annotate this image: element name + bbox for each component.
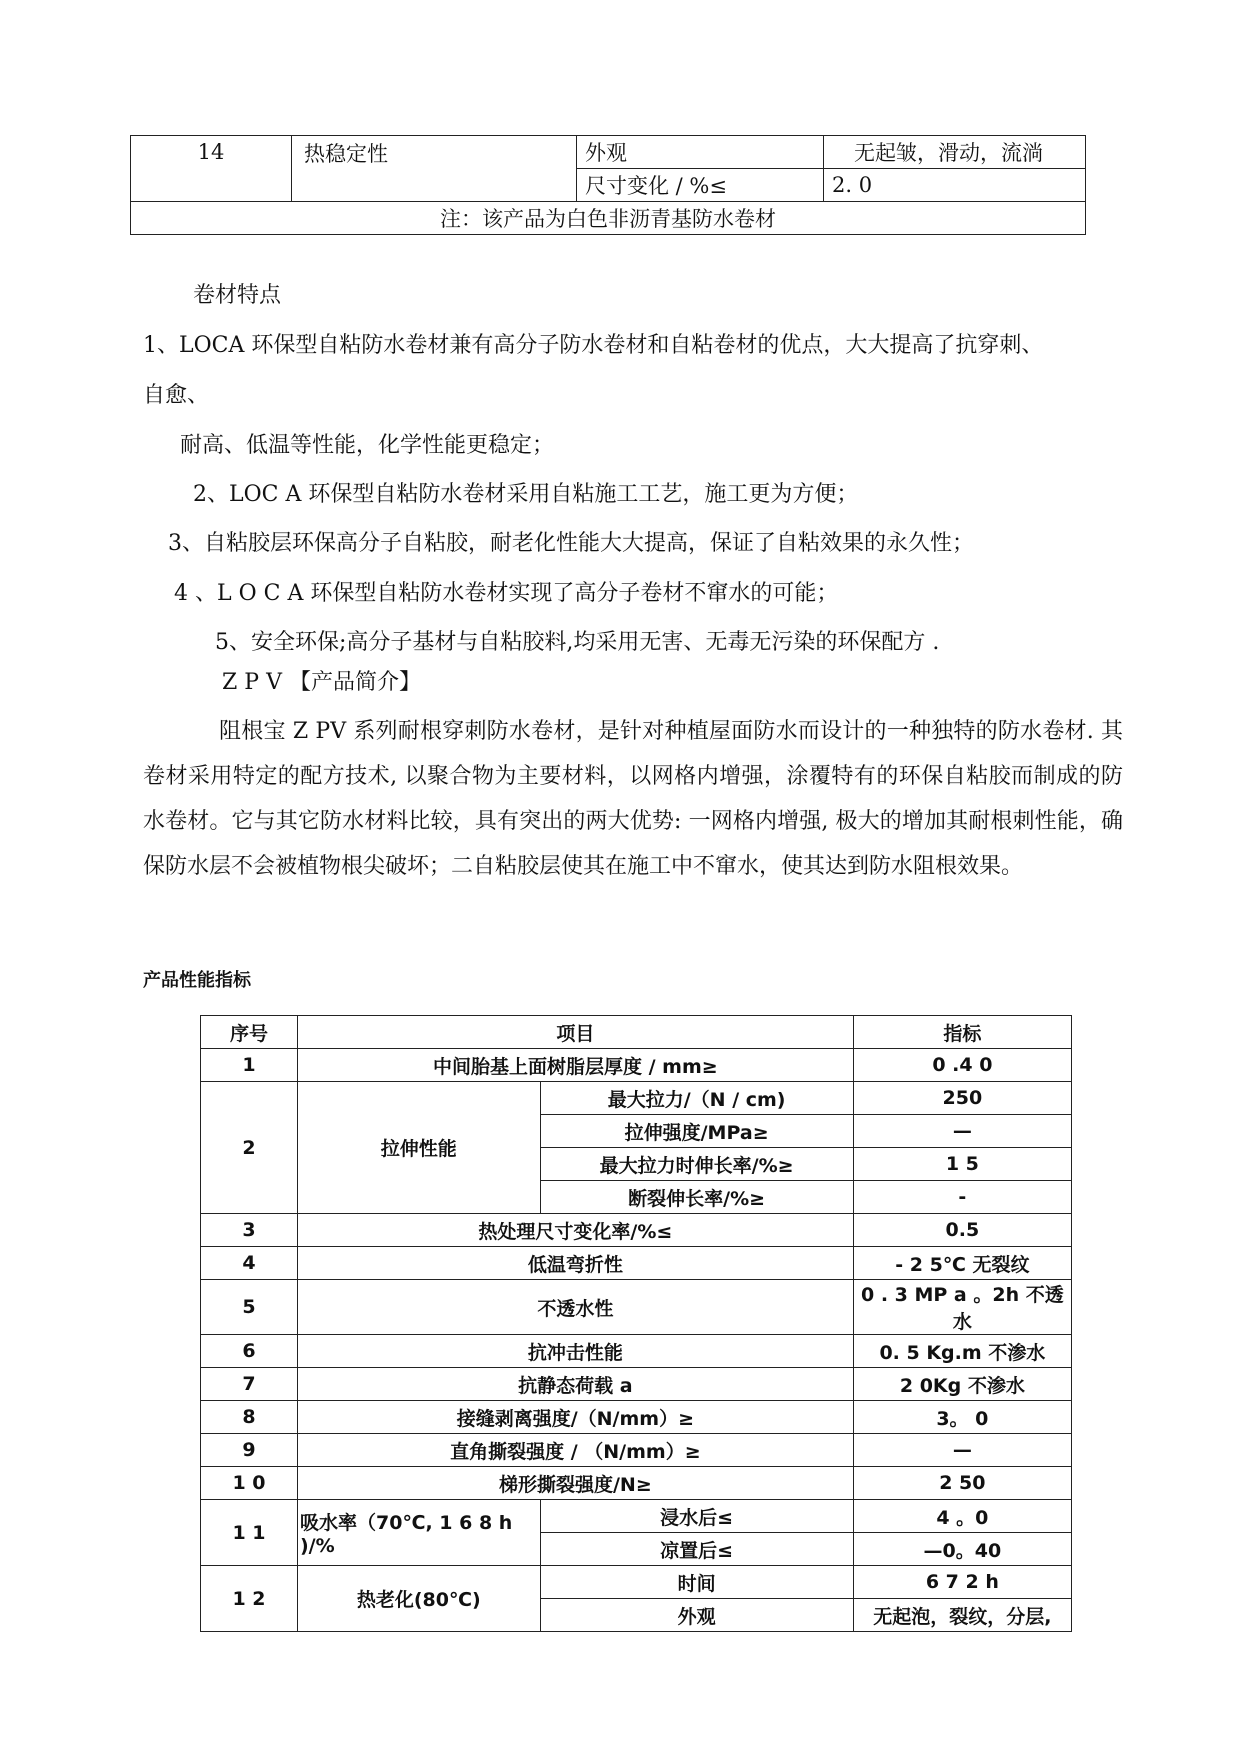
row-subitem: 凉置后≤ (540, 1533, 853, 1566)
row-num: 6 (201, 1335, 298, 1368)
row-num: 7 (201, 1368, 298, 1401)
row-subitem: 拉伸强度/MPa≥ (540, 1115, 853, 1148)
row-item: 热处理尺寸变化率/%≤ (298, 1214, 854, 1247)
row-num: 4 (201, 1247, 298, 1280)
row-subitem: 外观 (540, 1599, 853, 1632)
row-value: 1 5 (853, 1148, 1071, 1181)
table-row (201, 1368, 1072, 1401)
feature-item: 3、自粘胶层环保高分子自粘胶，耐老化性能大大提高，保证了自粘效果的永久性； (168, 531, 974, 556)
table-row (201, 1049, 1072, 1082)
header-item: 项目 (298, 1016, 854, 1049)
feature-item: 2、LOC A 环保型自粘防水卷材采用自粘施工工艺，施工更为方便； (193, 482, 859, 507)
row-number: 14 (131, 136, 292, 202)
sub-item-label: 外观 (577, 136, 824, 169)
row-value: - 2 5℃ 无裂纹 (853, 1247, 1071, 1280)
row-item: 不透水性 (298, 1280, 854, 1335)
table-row (201, 1566, 1072, 1599)
item-name: 热稳定性 (292, 136, 577, 202)
table-header-row (201, 1016, 1072, 1049)
sub-item-label: 尺寸变化 / %≤ (577, 169, 824, 202)
row-num: 8 (201, 1401, 298, 1434)
row-item: 抗冲击性能 (298, 1335, 854, 1368)
row-num: 9 (201, 1434, 298, 1467)
row-value: 3。 0 (853, 1401, 1071, 1434)
table-row (201, 1434, 1072, 1467)
table-row (201, 1467, 1072, 1500)
row-item: 接缝剥离强度/（N/mm）≥ (298, 1401, 854, 1434)
row-subitem: 浸水后≤ (540, 1500, 853, 1533)
row-item: 低温弯折性 (298, 1247, 854, 1280)
table-row (201, 1214, 1072, 1247)
zpv-heading: Z P V 【产品简介】 (222, 670, 421, 695)
table-row (201, 1280, 1072, 1335)
row-value: 0. 5 Kg.m 不渗水 (853, 1335, 1071, 1368)
sub-item-value: 无起皱，滑动，流淌 (824, 136, 1086, 169)
row-item: 热老化(80℃) (298, 1566, 541, 1632)
table-row (201, 1247, 1072, 1280)
row-subitem: 最大拉力/（N / cm) (540, 1082, 853, 1115)
feature-item: 耐高、低温等性能，化学性能更稳定； (180, 433, 555, 458)
header-num: 序号 (201, 1016, 298, 1049)
row-value: 2 50 (853, 1467, 1071, 1500)
row-subitem: 时间 (540, 1566, 853, 1599)
row-num: 1 1 (201, 1500, 298, 1566)
row-num: 5 (201, 1280, 298, 1335)
performance-table (200, 1015, 1072, 1632)
zpv-intro: 阻根宝 Z PV 系列耐根穿刺防水卷材，是针对种植屋面防水而设计的一种独特的防水卷材. 其卷材采用特定的配方技术, 以聚合物为主要材料，以网格内增强，涂覆特有的环保自粘胶而制成的防水卷材。它与其它防水材料比较，具有突出的两大优势: 一网格内增强, 极大的增加其耐根刺性能，确保防水层不会被植物根尖破坏；二自粘胶层使其在施工中不窜水，使其达到防水阻根效果。 (143, 719, 1123, 879)
row-value: 6 7 2 h (853, 1566, 1071, 1599)
row-value: 0 .4 0 (853, 1049, 1071, 1082)
row-num: 2 (201, 1082, 298, 1214)
feature-item: 5、安全环保;高分子基材与自粘胶料,均采用无害、无毒无污染的环保配方 . (215, 630, 940, 655)
row-num: 1 0 (201, 1467, 298, 1500)
row-num: 3 (201, 1214, 298, 1247)
feature-item: 自愈、 (143, 383, 210, 408)
row-num: 1 (201, 1049, 298, 1082)
row-value: 250 (853, 1082, 1071, 1115)
row-value: —0。40 (853, 1533, 1071, 1566)
row-num: 1 2 (201, 1566, 298, 1632)
feature-item: 4 、L O C A 环保型自粘防水卷材实现了高分子卷材不窜水的可能； (174, 581, 839, 606)
row-item: 拉伸性能 (298, 1082, 541, 1214)
row-subitem: 断裂伸长率/%≥ (540, 1181, 853, 1214)
table-row (201, 1500, 1072, 1533)
row-item: 中间胎基上面树脂层厚度 / mm≥ (298, 1049, 854, 1082)
header-index: 指标 (853, 1016, 1071, 1049)
row-subitem: 最大拉力时伸长率/%≥ (540, 1148, 853, 1181)
row-value: 4 。0 (853, 1500, 1071, 1533)
table-row (201, 1082, 1072, 1115)
row-value: 0.5 (853, 1214, 1071, 1247)
table-row (201, 1335, 1072, 1368)
perf-title: 产品性能指标 (143, 970, 251, 991)
feature-item: 1、LOCA 环保型自粘防水卷材兼有高分子防水卷材和自粘卷材的优点，大大提高了抗穿刺、 (143, 333, 1044, 358)
row-value: 0 . 3 MP a 。2h 不透水 (853, 1280, 1071, 1335)
row-value: - (853, 1181, 1071, 1214)
table-row (201, 1401, 1072, 1434)
row-item: 直角撕裂强度 / （N/mm）≥ (298, 1434, 854, 1467)
table-note: 注：该产品为白色非沥青基防水卷材 (131, 202, 1086, 235)
features-heading: 卷材特点 (193, 283, 282, 308)
row-value: 2 0Kg 不渗水 (853, 1368, 1071, 1401)
thermal-stability-table (130, 135, 1086, 235)
sub-item-value: 2. 0 (824, 169, 1086, 202)
row-item: 抗静态荷载 a (298, 1368, 854, 1401)
row-item: 梯形撕裂强度/N≥ (298, 1467, 854, 1500)
row-value: 无起泡，裂纹，分层, (853, 1599, 1071, 1632)
row-value: — (853, 1434, 1071, 1467)
row-value: — (853, 1115, 1071, 1148)
row-item: 吸水率（70℃, 1 6 8 h )/% (298, 1500, 541, 1566)
